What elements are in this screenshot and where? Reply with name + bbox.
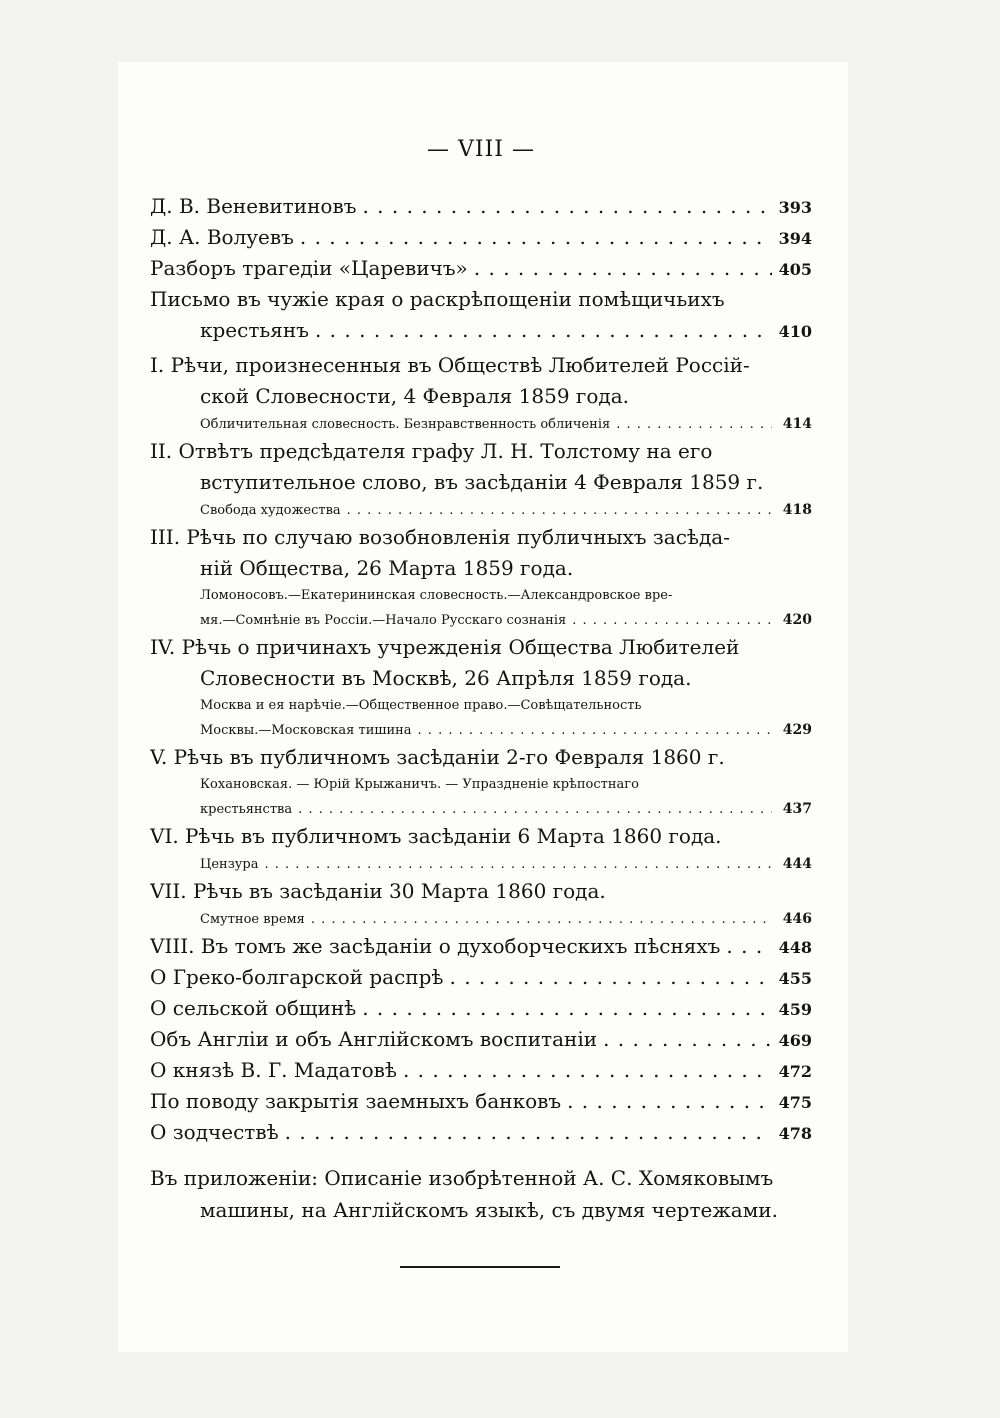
dot-leader — [285, 1117, 772, 1148]
toc-subtitle: Свобода художества — [200, 503, 341, 518]
toc-page: 418 — [782, 502, 812, 518]
page-number: — VIII — — [427, 137, 535, 162]
toc-page: 410 — [778, 322, 812, 341]
toc-subtitle: крестьянства — [200, 802, 293, 817]
toc-page: 444 — [782, 856, 812, 872]
toc-title-line: II. Отвѣтъ предсѣдателя графу Л. Н. Толстому на его — [150, 439, 713, 463]
toc-page: 459 — [778, 1000, 812, 1019]
toc-entry — [150, 222, 812, 253]
toc-subentry — [150, 907, 812, 931]
dot-leader — [300, 222, 772, 253]
toc-page: 472 — [778, 1062, 812, 1081]
dot-leader — [572, 609, 772, 632]
toc-title: О сельской общинѣ — [150, 996, 357, 1020]
toc-subentry — [150, 412, 812, 436]
toc-title-line: вступительное слово, въ засѣданіи 4 Февраля 1859 г. — [200, 470, 764, 494]
toc-subtitle-line: Ломоносовъ.—Екатерининская словесность.—Александровское вре- — [200, 588, 673, 603]
toc-title-line: ской Словесности, 4 Февраля 1859 года. — [200, 384, 630, 408]
dot-leader — [347, 499, 772, 522]
toc-title-line: ній Общества, 26 Марта 1859 года. — [200, 556, 574, 580]
toc-entry — [150, 931, 812, 962]
toc-page: 478 — [778, 1124, 812, 1143]
toc-title: Разборъ трагедіи «Царевичъ» — [150, 256, 468, 280]
toc-page: 393 — [778, 198, 812, 217]
toc-title-line: III. Рѣчь по случаю возобновленія публичныхъ засѣда- — [150, 525, 730, 549]
dot-leader — [603, 1024, 772, 1055]
toc-entry — [150, 253, 812, 284]
toc-title: О Греко-болгарской распрѣ — [150, 965, 444, 989]
dot-leader — [311, 908, 772, 931]
toc-page: 414 — [782, 416, 812, 432]
toc-entry — [150, 1086, 812, 1117]
toc-title-line: Словесности въ Москвѣ, 26 Апрѣля 1859 года. — [200, 666, 692, 690]
dot-leader — [449, 962, 772, 993]
dot-leader — [726, 931, 772, 962]
toc-title: О зодчествѣ — [150, 1120, 279, 1144]
toc-page: 420 — [782, 612, 812, 628]
dot-leader — [265, 853, 772, 876]
toc-page: 446 — [782, 911, 812, 927]
toc-title: Объ Англіи и объ Англійскомъ воспитаніи — [150, 1027, 598, 1051]
toc-subtitle: Обличительная словесность. Безнравственность обличенія — [200, 417, 611, 432]
toc-entry — [150, 1117, 812, 1148]
toc-title: По поводу закрытія заемныхъ банковъ — [150, 1089, 562, 1113]
toc-page: 429 — [782, 722, 812, 738]
toc-title: крестьянъ — [200, 318, 309, 342]
toc-title: О князѣ В. Г. Мадатовѣ — [150, 1058, 397, 1082]
dot-leader — [315, 315, 772, 346]
toc-subtitle: Смутное время — [200, 912, 305, 927]
toc-page: 394 — [778, 229, 812, 248]
toc-subtitle: Москвы.—Московская тишина — [200, 723, 412, 738]
toc-entry — [150, 191, 812, 222]
toc-page: 469 — [778, 1031, 812, 1050]
toc-title: Д. В. Веневитиновъ — [150, 194, 357, 218]
toc-entry — [150, 315, 812, 346]
dot-leader — [298, 798, 772, 821]
toc-subtitle-line: Москва и ея нарѣчіе.—Общественное право.—Совѣщательность — [200, 698, 642, 713]
toc-entry — [150, 1055, 812, 1086]
toc-entry — [150, 993, 812, 1024]
toc-subtitle-line: Кохановская. — Юрій Крыжаничъ. — Упраздненіе крѣпостнаго — [200, 777, 639, 792]
dot-leader — [418, 719, 772, 742]
toc-subentry — [150, 797, 812, 821]
dot-leader — [567, 1086, 772, 1117]
closing-rule — [400, 1266, 560, 1268]
toc-page: 437 — [782, 801, 812, 817]
toc-title-line: I. Рѣчи, произнесенныя въ Обществѣ Любителей Россій- — [150, 353, 750, 377]
dot-leader — [362, 191, 772, 222]
dot-leader — [403, 1055, 772, 1086]
toc-title-line: Письмо въ чужіе края о раскрѣпощеніи помѣщичьихъ — [150, 287, 725, 311]
toc-page: 475 — [778, 1093, 812, 1112]
toc-title-line: VI. Рѣчь въ публичномъ засѣданіи 6 Марта 1860 года. — [150, 824, 722, 848]
toc-entry — [150, 962, 812, 993]
toc-page: 405 — [778, 260, 812, 279]
toc-subentry — [150, 718, 812, 742]
toc-title-line: VII. Рѣчь въ засѣданіи 30 Марта 1860 года. — [150, 879, 606, 903]
toc-title: Д. А. Волуевъ — [150, 225, 294, 249]
toc-subtitle: Цензура — [200, 857, 259, 872]
appendix-line: Въ приложеніи: Описаніе изобрѣтенной А. С. Хомяковымъ — [150, 1166, 774, 1190]
toc-entry — [150, 1024, 812, 1055]
appendix-note — [150, 1162, 812, 1226]
toc-subentry — [150, 852, 812, 876]
toc-title-line: V. Рѣчь въ публичномъ засѣданіи 2-го Февраля 1860 г. — [150, 745, 725, 769]
toc-page: 455 — [778, 969, 812, 988]
toc-subentry — [150, 608, 812, 632]
toc-page: 448 — [778, 938, 812, 957]
toc-title: VIII. Въ томъ же засѣданіи о духоборческихъ пѣсняхъ — [150, 934, 721, 958]
appendix-line: машины, на Англійскомъ языкѣ, съ двумя чертежами. — [200, 1198, 778, 1222]
toc-subentry — [150, 498, 812, 522]
table-of-contents — [150, 135, 812, 1226]
dot-leader — [362, 993, 772, 1024]
toc-title-line: IV. Рѣчь о причинахъ учрежденія Общества Любителей — [150, 635, 740, 659]
dot-leader — [616, 413, 772, 436]
toc-subtitle: мя.—Сомнѣніе въ Россіи.—Начало Русскаго сознанія — [200, 613, 567, 628]
dot-leader — [474, 253, 772, 284]
